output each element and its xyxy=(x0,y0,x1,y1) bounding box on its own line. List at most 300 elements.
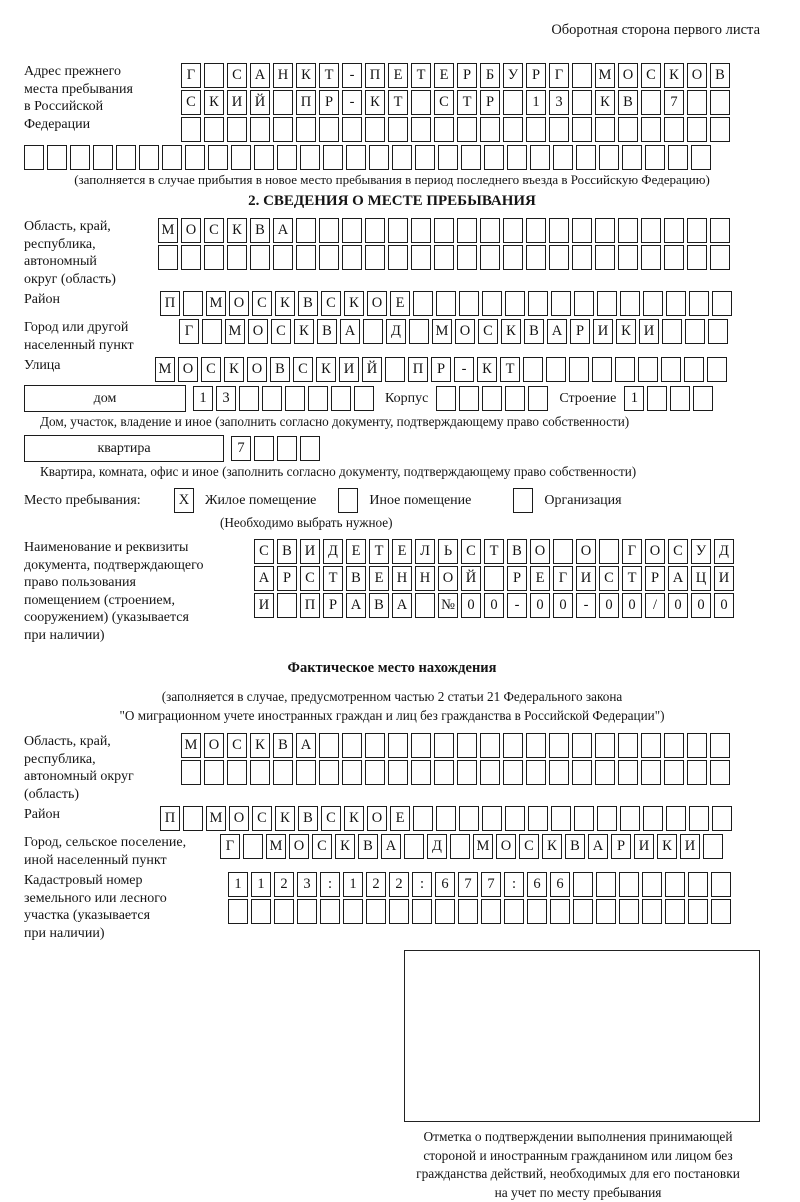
char-cell[interactable]: С xyxy=(321,806,341,831)
char-cell[interactable]: У xyxy=(503,63,523,88)
char-cell[interactable] xyxy=(435,899,455,924)
char-cell[interactable] xyxy=(388,733,408,758)
char-cell[interactable] xyxy=(503,90,523,115)
char-cell[interactable] xyxy=(365,117,385,142)
char-cell[interactable]: В xyxy=(298,291,318,316)
char-cell[interactable]: 3 xyxy=(549,90,569,115)
char-cell[interactable]: Т xyxy=(388,90,408,115)
char-cell[interactable]: Р xyxy=(323,593,343,618)
char-cell[interactable] xyxy=(319,245,339,270)
char-cell[interactable]: П xyxy=(408,357,428,382)
char-cell[interactable] xyxy=(708,319,728,344)
char-cell[interactable] xyxy=(300,145,320,170)
char-cell[interactable] xyxy=(712,806,732,831)
char-cell[interactable] xyxy=(388,245,408,270)
char-cell[interactable]: В xyxy=(618,90,638,115)
char-cell[interactable] xyxy=(183,806,203,831)
char-cell[interactable] xyxy=(549,245,569,270)
char-cell[interactable] xyxy=(596,899,616,924)
char-cell[interactable] xyxy=(365,218,385,243)
char-cell[interactable]: В xyxy=(270,357,290,382)
char-cell[interactable]: Е xyxy=(346,539,366,564)
char-cell[interactable] xyxy=(366,899,386,924)
char-cell[interactable]: К xyxy=(365,90,385,115)
char-cell[interactable] xyxy=(670,386,690,411)
char-cell[interactable] xyxy=(204,117,224,142)
char-cell[interactable] xyxy=(666,806,686,831)
char-cell[interactable]: С xyxy=(271,319,291,344)
char-cell[interactable]: О xyxy=(181,218,201,243)
char-cell[interactable] xyxy=(308,386,328,411)
char-cell[interactable]: К xyxy=(501,319,521,344)
char-cell[interactable]: С xyxy=(478,319,498,344)
char-cell[interactable] xyxy=(595,760,615,785)
char-cell[interactable] xyxy=(572,733,592,758)
char-cell[interactable] xyxy=(530,145,550,170)
char-cell[interactable]: У xyxy=(691,539,711,564)
char-cell[interactable] xyxy=(503,218,523,243)
char-cell[interactable]: О xyxy=(455,319,475,344)
char-cell[interactable] xyxy=(528,386,548,411)
char-cell[interactable]: Д xyxy=(323,539,343,564)
char-cell[interactable]: В xyxy=(507,539,527,564)
char-cell[interactable] xyxy=(273,117,293,142)
char-cell[interactable] xyxy=(620,291,640,316)
char-cell[interactable] xyxy=(388,760,408,785)
char-cell[interactable] xyxy=(572,90,592,115)
char-cell[interactable] xyxy=(712,291,732,316)
char-cell[interactable] xyxy=(664,733,684,758)
char-cell[interactable] xyxy=(528,806,548,831)
char-cell[interactable]: К xyxy=(477,357,497,382)
char-cell[interactable]: А xyxy=(273,218,293,243)
char-cell[interactable] xyxy=(461,145,481,170)
char-cell[interactable] xyxy=(526,218,546,243)
char-cell[interactable] xyxy=(665,872,685,897)
char-cell[interactable] xyxy=(228,899,248,924)
char-cell[interactable]: В xyxy=(273,733,293,758)
char-cell[interactable]: К xyxy=(664,63,684,88)
char-cell[interactable] xyxy=(450,834,470,859)
char-cell[interactable] xyxy=(592,357,612,382)
char-cell[interactable] xyxy=(687,245,707,270)
char-cell[interactable] xyxy=(411,117,431,142)
char-cell[interactable] xyxy=(710,245,730,270)
char-cell[interactable] xyxy=(365,760,385,785)
char-cell[interactable] xyxy=(689,291,709,316)
char-cell[interactable] xyxy=(662,319,682,344)
char-cell[interactable]: Н xyxy=(273,63,293,88)
char-cell[interactable]: 0 xyxy=(714,593,734,618)
char-cell[interactable] xyxy=(688,872,708,897)
char-cell[interactable]: Е xyxy=(392,539,412,564)
char-cell[interactable] xyxy=(388,218,408,243)
char-cell[interactable]: И xyxy=(339,357,359,382)
char-cell[interactable]: О xyxy=(367,291,387,316)
char-cell[interactable] xyxy=(262,386,282,411)
char-cell[interactable]: - xyxy=(454,357,474,382)
char-cell[interactable]: - xyxy=(507,593,527,618)
char-cell[interactable]: Г xyxy=(622,539,642,564)
char-cell[interactable]: П xyxy=(300,593,320,618)
char-cell[interactable] xyxy=(615,357,635,382)
char-cell[interactable]: В xyxy=(524,319,544,344)
char-cell[interactable] xyxy=(457,245,477,270)
checkbox-inoe[interactable] xyxy=(338,488,358,513)
char-cell[interactable]: Р xyxy=(319,90,339,115)
char-cell[interactable] xyxy=(597,806,617,831)
char-cell[interactable]: Г xyxy=(181,63,201,88)
char-cell[interactable]: 0 xyxy=(484,593,504,618)
char-cell[interactable]: Е xyxy=(530,566,550,591)
char-cell[interactable]: : xyxy=(412,872,432,897)
char-cell[interactable]: П xyxy=(160,806,180,831)
char-cell[interactable] xyxy=(204,245,224,270)
char-cell[interactable] xyxy=(484,566,504,591)
char-cell[interactable]: Р xyxy=(570,319,590,344)
char-cell[interactable]: В xyxy=(565,834,585,859)
char-cell[interactable]: А xyxy=(392,593,412,618)
char-cell[interactable]: В xyxy=(358,834,378,859)
char-cell[interactable] xyxy=(412,899,432,924)
char-cell[interactable]: В xyxy=(298,806,318,831)
char-cell[interactable]: М xyxy=(473,834,493,859)
char-cell[interactable]: М xyxy=(266,834,286,859)
char-cell[interactable]: О xyxy=(204,733,224,758)
char-cell[interactable] xyxy=(687,117,707,142)
char-cell[interactable] xyxy=(664,218,684,243)
char-cell[interactable]: Т xyxy=(500,357,520,382)
char-cell[interactable]: 1 xyxy=(343,872,363,897)
char-cell[interactable]: 7 xyxy=(664,90,684,115)
char-cell[interactable] xyxy=(208,145,228,170)
char-cell[interactable] xyxy=(505,806,525,831)
char-cell[interactable] xyxy=(369,145,389,170)
char-cell[interactable]: А xyxy=(668,566,688,591)
char-cell[interactable]: Б xyxy=(480,63,500,88)
char-cell[interactable] xyxy=(254,145,274,170)
char-cell[interactable] xyxy=(480,245,500,270)
char-cell[interactable]: Т xyxy=(323,566,343,591)
char-cell[interactable]: 1 xyxy=(193,386,213,411)
char-cell[interactable]: С xyxy=(227,733,247,758)
checkbox-organizatsiya[interactable] xyxy=(513,488,533,513)
char-cell[interactable] xyxy=(70,145,90,170)
char-cell[interactable] xyxy=(596,872,616,897)
char-cell[interactable]: И xyxy=(714,566,734,591)
char-cell[interactable]: 2 xyxy=(366,872,386,897)
char-cell[interactable]: С xyxy=(668,539,688,564)
char-cell[interactable]: Р xyxy=(457,63,477,88)
char-cell[interactable] xyxy=(243,834,263,859)
char-cell[interactable] xyxy=(482,386,502,411)
char-cell[interactable] xyxy=(687,733,707,758)
char-cell[interactable] xyxy=(251,899,271,924)
char-cell[interactable]: Д xyxy=(714,539,734,564)
char-cell[interactable] xyxy=(273,90,293,115)
char-cell[interactable]: А xyxy=(346,593,366,618)
char-cell[interactable]: О xyxy=(367,806,387,831)
char-cell[interactable] xyxy=(277,145,297,170)
char-cell[interactable] xyxy=(573,899,593,924)
char-cell[interactable] xyxy=(434,760,454,785)
char-cell[interactable]: К xyxy=(335,834,355,859)
char-cell[interactable] xyxy=(665,899,685,924)
char-cell[interactable]: М xyxy=(595,63,615,88)
char-cell[interactable] xyxy=(481,899,501,924)
char-cell[interactable]: Д xyxy=(427,834,447,859)
char-cell[interactable] xyxy=(661,357,681,382)
char-cell[interactable] xyxy=(354,386,374,411)
char-cell[interactable] xyxy=(300,436,320,461)
char-cell[interactable]: Е xyxy=(369,566,389,591)
char-cell[interactable] xyxy=(693,386,713,411)
char-cell[interactable] xyxy=(434,117,454,142)
char-cell[interactable] xyxy=(666,291,686,316)
char-cell[interactable] xyxy=(710,733,730,758)
char-cell[interactable]: 2 xyxy=(274,872,294,897)
char-cell[interactable] xyxy=(687,760,707,785)
char-cell[interactable] xyxy=(413,291,433,316)
char-cell[interactable]: Ь xyxy=(438,539,458,564)
char-cell[interactable] xyxy=(436,386,456,411)
char-cell[interactable] xyxy=(227,760,247,785)
char-cell[interactable]: 2 xyxy=(389,872,409,897)
char-cell[interactable] xyxy=(459,291,479,316)
char-cell[interactable] xyxy=(319,733,339,758)
char-cell[interactable]: 0 xyxy=(668,593,688,618)
char-cell[interactable] xyxy=(413,806,433,831)
char-cell[interactable] xyxy=(553,145,573,170)
char-cell[interactable] xyxy=(459,806,479,831)
char-cell[interactable] xyxy=(641,90,661,115)
char-cell[interactable]: С xyxy=(201,357,221,382)
char-cell[interactable] xyxy=(411,733,431,758)
char-cell[interactable] xyxy=(503,245,523,270)
char-cell[interactable] xyxy=(158,245,178,270)
char-cell[interactable] xyxy=(319,117,339,142)
char-cell[interactable] xyxy=(411,760,431,785)
char-cell[interactable] xyxy=(703,834,723,859)
char-cell[interactable] xyxy=(457,760,477,785)
char-cell[interactable]: К xyxy=(227,218,247,243)
char-cell[interactable] xyxy=(480,733,500,758)
char-cell[interactable]: М xyxy=(225,319,245,344)
char-cell[interactable]: А xyxy=(250,63,270,88)
char-cell[interactable]: Н xyxy=(392,566,412,591)
char-cell[interactable] xyxy=(273,760,293,785)
char-cell[interactable] xyxy=(505,386,525,411)
char-cell[interactable] xyxy=(231,145,251,170)
char-cell[interactable]: С xyxy=(254,539,274,564)
char-cell[interactable] xyxy=(342,760,362,785)
char-cell[interactable] xyxy=(595,733,615,758)
char-cell[interactable]: М xyxy=(181,733,201,758)
char-cell[interactable] xyxy=(572,245,592,270)
char-cell[interactable] xyxy=(363,319,383,344)
char-cell[interactable] xyxy=(599,145,619,170)
char-cell[interactable] xyxy=(392,145,412,170)
char-cell[interactable]: О xyxy=(687,63,707,88)
char-cell[interactable]: В xyxy=(369,593,389,618)
char-cell[interactable]: С xyxy=(599,566,619,591)
char-cell[interactable]: С xyxy=(300,566,320,591)
char-cell[interactable]: И xyxy=(639,319,659,344)
char-cell[interactable]: 7 xyxy=(231,436,251,461)
char-cell[interactable]: 6 xyxy=(527,872,547,897)
char-cell[interactable]: О xyxy=(618,63,638,88)
char-cell[interactable] xyxy=(689,806,709,831)
char-cell[interactable] xyxy=(116,145,136,170)
char-cell[interactable] xyxy=(503,117,523,142)
char-cell[interactable] xyxy=(685,319,705,344)
char-cell[interactable] xyxy=(343,899,363,924)
char-cell[interactable] xyxy=(415,145,435,170)
char-cell[interactable]: К xyxy=(316,357,336,382)
char-cell[interactable]: Р xyxy=(611,834,631,859)
char-cell[interactable]: Й xyxy=(461,566,481,591)
char-cell[interactable]: Д xyxy=(386,319,406,344)
char-cell[interactable]: Р xyxy=(507,566,527,591)
char-cell[interactable]: С xyxy=(252,806,272,831)
char-cell[interactable] xyxy=(202,319,222,344)
char-cell[interactable] xyxy=(480,760,500,785)
char-cell[interactable]: О xyxy=(229,291,249,316)
char-cell[interactable]: 3 xyxy=(216,386,236,411)
char-cell[interactable]: И xyxy=(254,593,274,618)
char-cell[interactable]: С xyxy=(293,357,313,382)
checkbox-zhiloe[interactable]: X xyxy=(174,488,194,513)
char-cell[interactable]: К xyxy=(275,806,295,831)
char-cell[interactable]: С xyxy=(204,218,224,243)
char-cell[interactable] xyxy=(296,117,316,142)
char-cell[interactable]: А xyxy=(547,319,567,344)
char-cell[interactable] xyxy=(619,872,639,897)
char-cell[interactable]: Л xyxy=(415,539,435,564)
char-cell[interactable]: В xyxy=(710,63,730,88)
char-cell[interactable]: К xyxy=(616,319,636,344)
char-cell[interactable]: Р xyxy=(526,63,546,88)
char-cell[interactable] xyxy=(204,760,224,785)
char-cell[interactable]: П xyxy=(160,291,180,316)
char-cell[interactable] xyxy=(319,218,339,243)
char-cell[interactable] xyxy=(643,806,663,831)
char-cell[interactable] xyxy=(526,760,546,785)
char-cell[interactable] xyxy=(296,760,316,785)
char-cell[interactable]: П xyxy=(365,63,385,88)
char-cell[interactable]: И xyxy=(593,319,613,344)
char-cell[interactable] xyxy=(504,899,524,924)
char-cell[interactable]: К xyxy=(657,834,677,859)
char-cell[interactable] xyxy=(319,760,339,785)
char-cell[interactable]: 1 xyxy=(526,90,546,115)
char-cell[interactable]: - xyxy=(342,90,362,115)
char-cell[interactable]: 1 xyxy=(624,386,644,411)
char-cell[interactable]: И xyxy=(576,566,596,591)
char-cell[interactable] xyxy=(93,145,113,170)
char-cell[interactable]: 0 xyxy=(530,593,550,618)
char-cell[interactable] xyxy=(365,245,385,270)
char-cell[interactable] xyxy=(707,357,727,382)
char-cell[interactable] xyxy=(523,357,543,382)
char-cell[interactable]: С xyxy=(461,539,481,564)
char-cell[interactable]: В xyxy=(317,319,337,344)
char-cell[interactable] xyxy=(434,733,454,758)
char-cell[interactable]: В xyxy=(277,539,297,564)
char-cell[interactable] xyxy=(526,117,546,142)
char-cell[interactable] xyxy=(457,117,477,142)
char-cell[interactable]: Т xyxy=(622,566,642,591)
char-cell[interactable]: Г xyxy=(220,834,240,859)
char-cell[interactable]: А xyxy=(381,834,401,859)
char-cell[interactable] xyxy=(643,291,663,316)
char-cell[interactable]: С xyxy=(227,63,247,88)
char-cell[interactable] xyxy=(572,63,592,88)
char-cell[interactable] xyxy=(691,145,711,170)
char-cell[interactable]: С xyxy=(519,834,539,859)
char-cell[interactable] xyxy=(641,117,661,142)
char-cell[interactable] xyxy=(385,357,405,382)
char-cell[interactable]: 7 xyxy=(458,872,478,897)
char-cell[interactable] xyxy=(277,593,297,618)
char-cell[interactable]: К xyxy=(275,291,295,316)
char-cell[interactable] xyxy=(484,145,504,170)
char-cell[interactable] xyxy=(346,145,366,170)
char-cell[interactable]: И xyxy=(300,539,320,564)
char-cell[interactable] xyxy=(185,145,205,170)
char-cell[interactable] xyxy=(641,245,661,270)
char-cell[interactable] xyxy=(457,218,477,243)
char-cell[interactable]: М xyxy=(206,806,226,831)
char-cell[interactable]: 3 xyxy=(297,872,317,897)
char-cell[interactable]: С xyxy=(321,291,341,316)
char-cell[interactable] xyxy=(710,760,730,785)
char-cell[interactable] xyxy=(551,291,571,316)
char-cell[interactable]: К xyxy=(296,63,316,88)
char-cell[interactable] xyxy=(599,539,619,564)
char-cell[interactable] xyxy=(618,245,638,270)
char-cell[interactable] xyxy=(342,218,362,243)
char-cell[interactable] xyxy=(684,357,704,382)
char-cell[interactable] xyxy=(641,218,661,243)
char-cell[interactable] xyxy=(24,145,44,170)
char-cell[interactable]: 0 xyxy=(691,593,711,618)
char-cell[interactable] xyxy=(181,245,201,270)
char-cell[interactable] xyxy=(597,291,617,316)
char-cell[interactable] xyxy=(711,872,731,897)
char-cell[interactable] xyxy=(482,806,502,831)
char-cell[interactable]: О xyxy=(229,806,249,831)
char-cell[interactable] xyxy=(595,245,615,270)
char-cell[interactable] xyxy=(227,117,247,142)
char-cell[interactable]: Р xyxy=(277,566,297,591)
char-cell[interactable]: С xyxy=(252,291,272,316)
char-cell[interactable] xyxy=(641,760,661,785)
char-cell[interactable] xyxy=(181,760,201,785)
char-cell[interactable] xyxy=(618,218,638,243)
char-cell[interactable] xyxy=(459,386,479,411)
char-cell[interactable]: 0 xyxy=(622,593,642,618)
char-cell[interactable]: Р xyxy=(645,566,665,591)
char-cell[interactable] xyxy=(503,760,523,785)
char-cell[interactable]: И xyxy=(680,834,700,859)
char-cell[interactable]: 0 xyxy=(553,593,573,618)
char-cell[interactable] xyxy=(549,733,569,758)
char-cell[interactable]: 0 xyxy=(599,593,619,618)
char-cell[interactable] xyxy=(687,218,707,243)
char-cell[interactable] xyxy=(569,357,589,382)
char-cell[interactable] xyxy=(342,117,362,142)
